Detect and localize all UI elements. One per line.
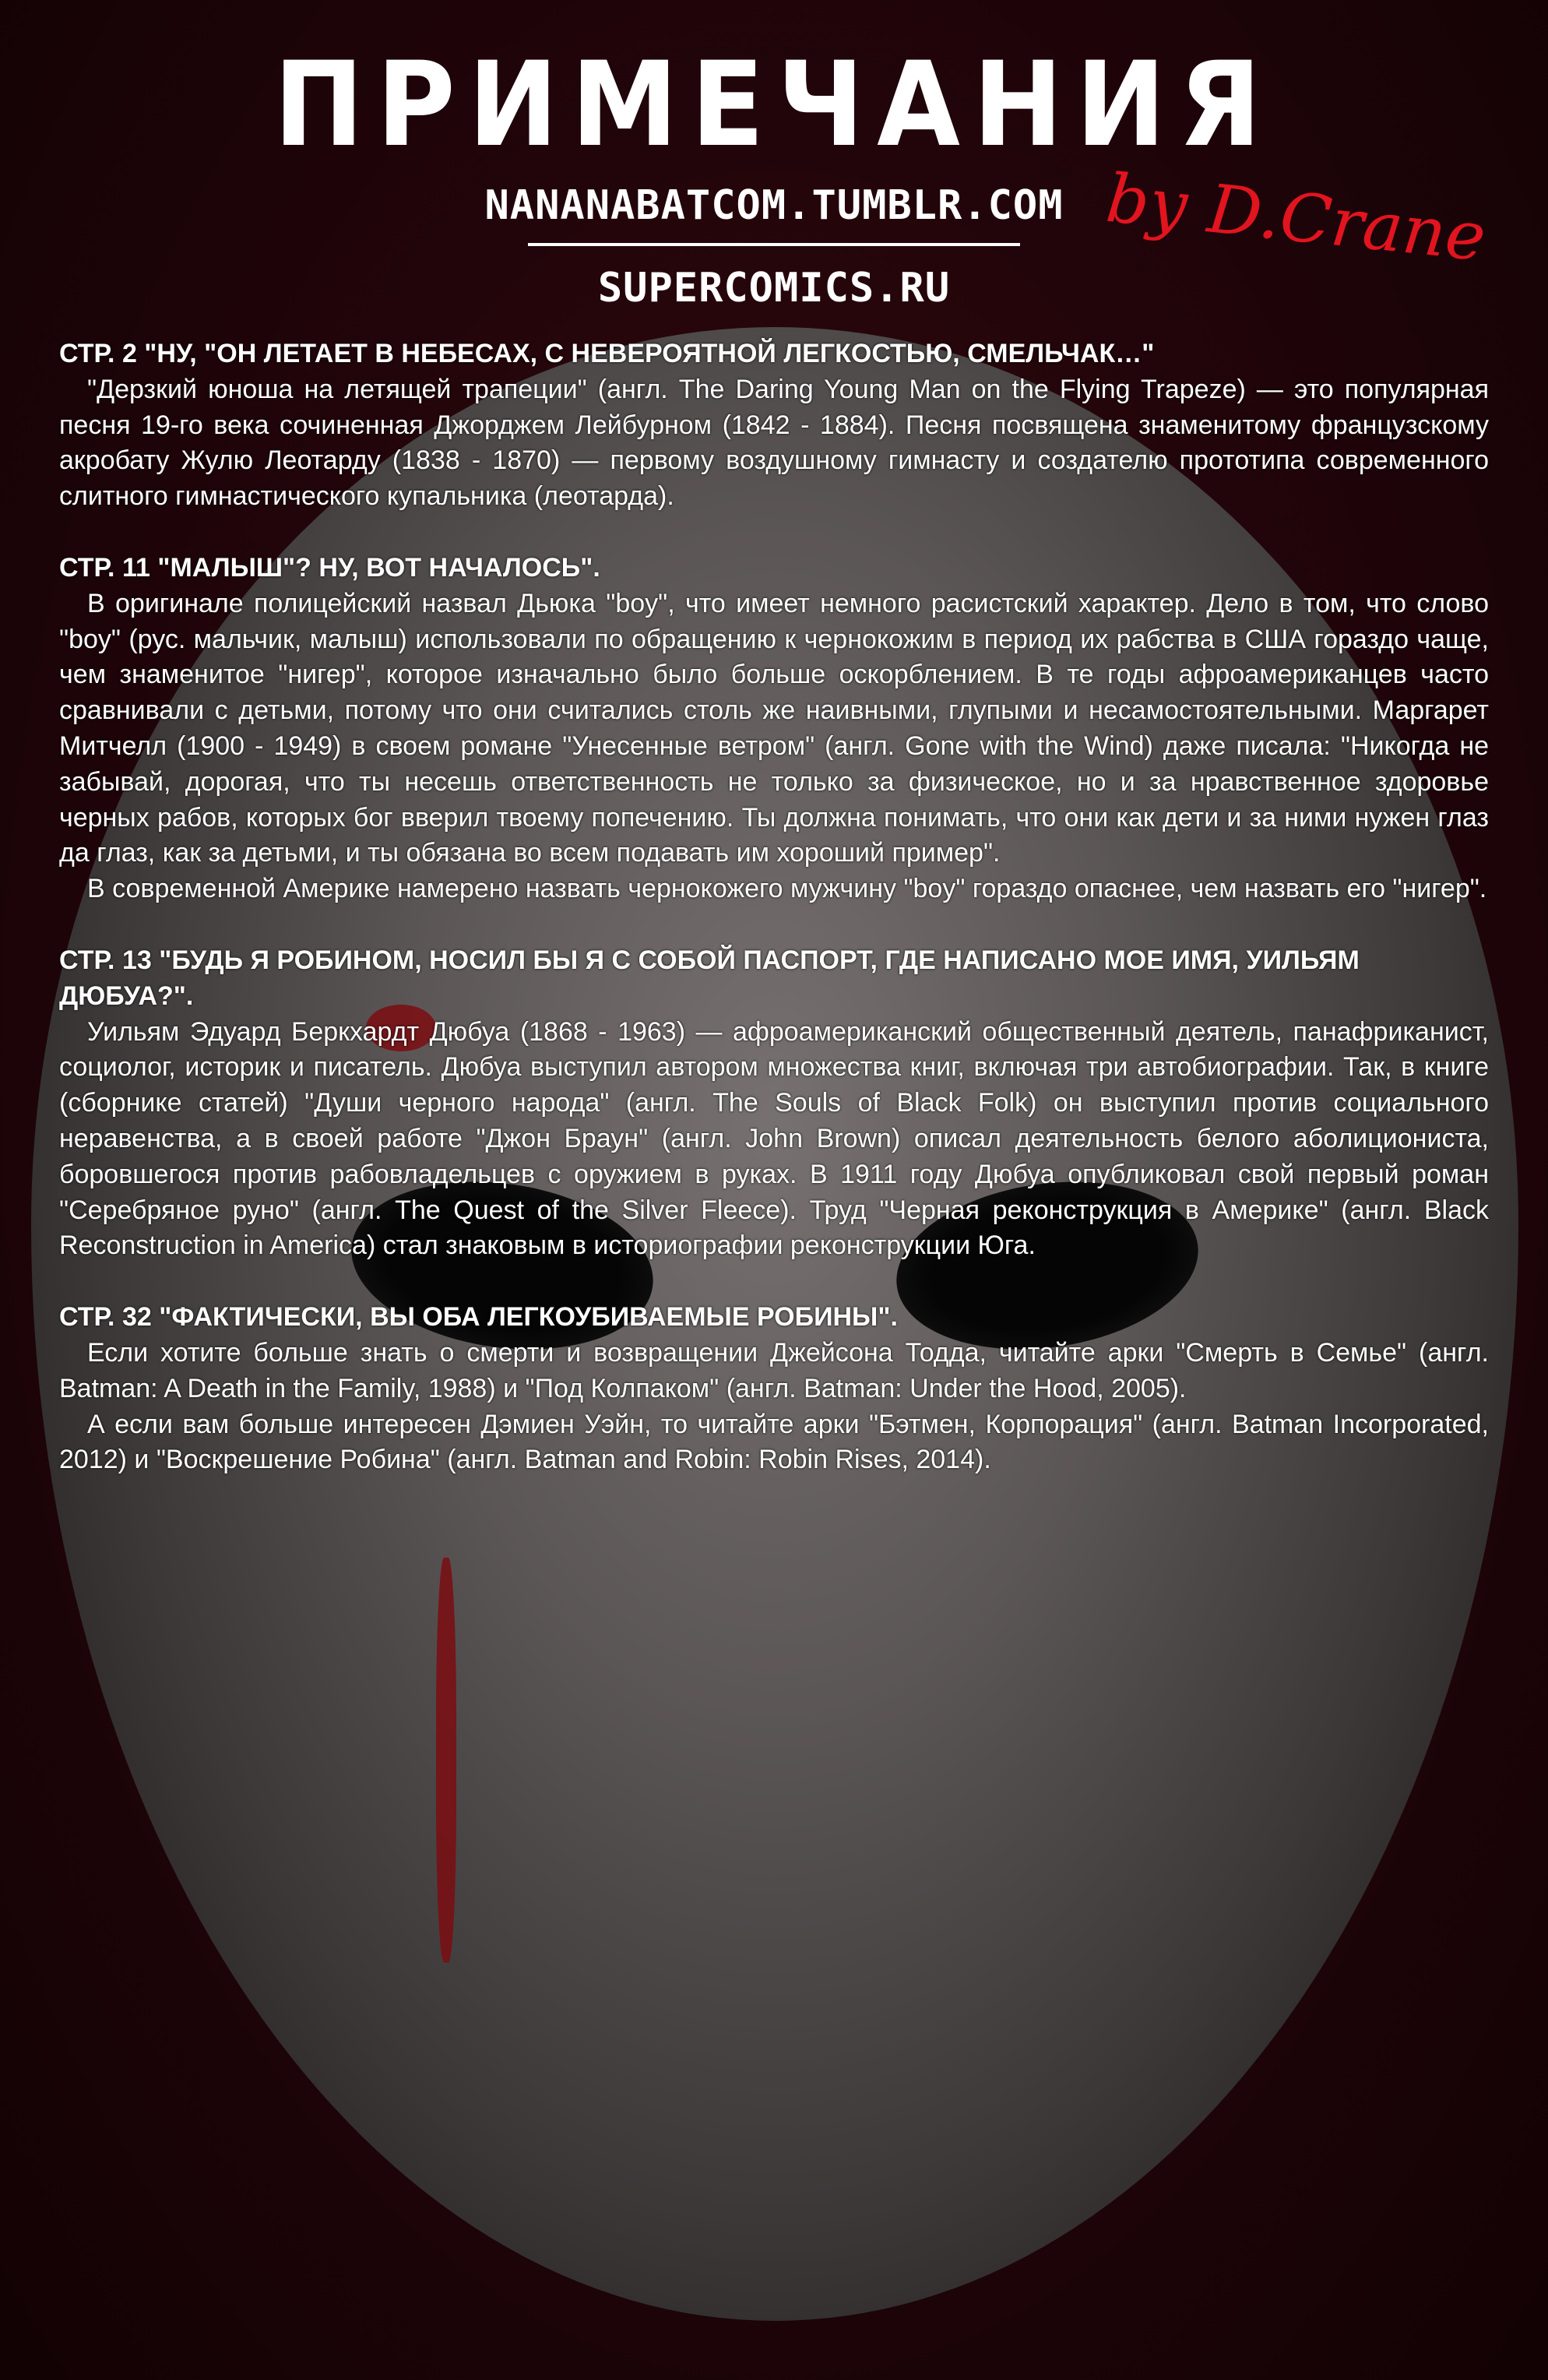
note-section <box>59 943 1489 1264</box>
note-heading: СТР. 13 "БУДЬ Я РОБИНОМ, НОСИЛ БЫ Я С СОБОЙ ПАСПОРТ, ГДЕ НАПИСАНО МОЕ ИМЯ, УИЛЬЯМ ДЮБУА?". <box>59 945 1360 1011</box>
notes-content <box>59 336 1489 1514</box>
site-link-supercomics: SUPERCOMICS.RU <box>597 265 951 312</box>
note-section <box>59 1300 1489 1478</box>
signature: by D.Crane <box>1103 159 1490 277</box>
note-heading: СТР. 32 "ФАКТИЧЕСКИ, ВЫ ОБА ЛЕГКОУБИВАЕМЫЕ РОБИНЫ". <box>59 1302 898 1333</box>
note-section <box>59 551 1489 907</box>
note-paragraph: Если хотите больше знать о смерти и возвращении Джейсона Тодда, читайте арки "Смерть в Семье" (англ. Batman: A Death in the Family, 1988) и "Под Колпаком" (англ. Batman: Under the Hood, 2005). <box>59 1337 1489 1403</box>
note-paragraph: В современной Америке намерено назвать чернокожего мужчину "boy" гораздо опаснее, чем назвать его "нигер". <box>87 874 1487 904</box>
divider <box>528 243 1020 246</box>
site-link-tumblr: NANANABATCOM.TUMBLR.COM <box>484 182 1064 229</box>
page-header <box>0 37 1548 312</box>
note-paragraph: "Дерзкий юноша на летящей трапеции" (англ. The Daring Young Man on the Flying Trapeze) — это популярная песня 19-го века сочиненная Джорджем Лейбурном (1842 - 1884). Песня посвящена знаменитому французскому акробату Жулю Леотарду (1838 - 1870) — первому воздушному гимнасту и создателю прототипа современного слитного гимнастического купальника (леотарда). <box>59 374 1489 512</box>
note-paragraph: А если вам больше интересен Дэмиен Уэйн, то читайте арки "Бэтмен, Корпорация" (англ. Batman Incorporated, 2012) и "Воскрешение Робина" (англ. Batman and Robin: Robin Rises, 2014). <box>59 1409 1489 1475</box>
note-paragraph: В оригинале полицейский назвал Дьюка "boy", что имеет немного расистский характер. Дело в том, что слово "boy" (рус. мальчик, малыш) использовали по обращению к чернокожим в период их рабства в США гораздо чаще, чем знаменитое "нигер", которое изначально было больше оскорблением. В те годы афроамериканцев часто сравнивали с детьми, потому что они считались столь же наивными, глупыми и несамостоятельными. Маргарет Митчелл (1900 - 1949) в своем романе "Унесенные ветром" (англ. Gone with the Wind) даже писала: "Никогда не забывай, дорогая, что ты несешь ответственность не только за физическое, но и за нравственное здоровье черных рабов, которых бог вверил твоему попечению. Ты должна понимать, что они как дети и за ними нужен глаз да глаз, как за детьми, и ты обязана во всем подавать им хороший пример". <box>59 588 1489 868</box>
note-heading: СТР. 11 "МАЛЫШ"? НУ, ВОТ НАЧАЛОСЬ". <box>59 552 600 583</box>
blood-streak <box>436 1558 456 1963</box>
note-heading: СТР. 2 "НУ, "ОН ЛЕТАЕТ В НЕБЕСАХ, С НЕВЕРОЯТНОЙ ЛЕГКОСТЬЮ, СМЕЛЬЧАК…" <box>59 339 1155 368</box>
page-title: ПРИМЕЧАНИЯ <box>273 37 1275 173</box>
note-section <box>59 336 1489 515</box>
note-paragraph: Уильям Эдуард Беркхардт Дюбуа (1868 - 1963) — афроамериканский общественный деятель, панафриканист, социолог, историк и писатель. Дюбуа выступил автором множества книг, включая три автобиографии. Так, в книге (сборнике статей) "Души черного народа" (англ. The Souls of Black Folk) он выступил против социального неравенства, а в своей работе "Джон Браун" (англ. John Brown) описал деятельность белого аболициониста, боровшегося против рабовладельцев с оружием в руках. В 1911 году Дюбуа опубликовал свой первый роман "Серебряное руно" (англ. The Quest of the Silver Fleece). Труд "Черная реконструкция в Америке" (англ. Black Reconstruction in America) стал знаковым в историографии реконструкции Юга. <box>59 1016 1489 1261</box>
